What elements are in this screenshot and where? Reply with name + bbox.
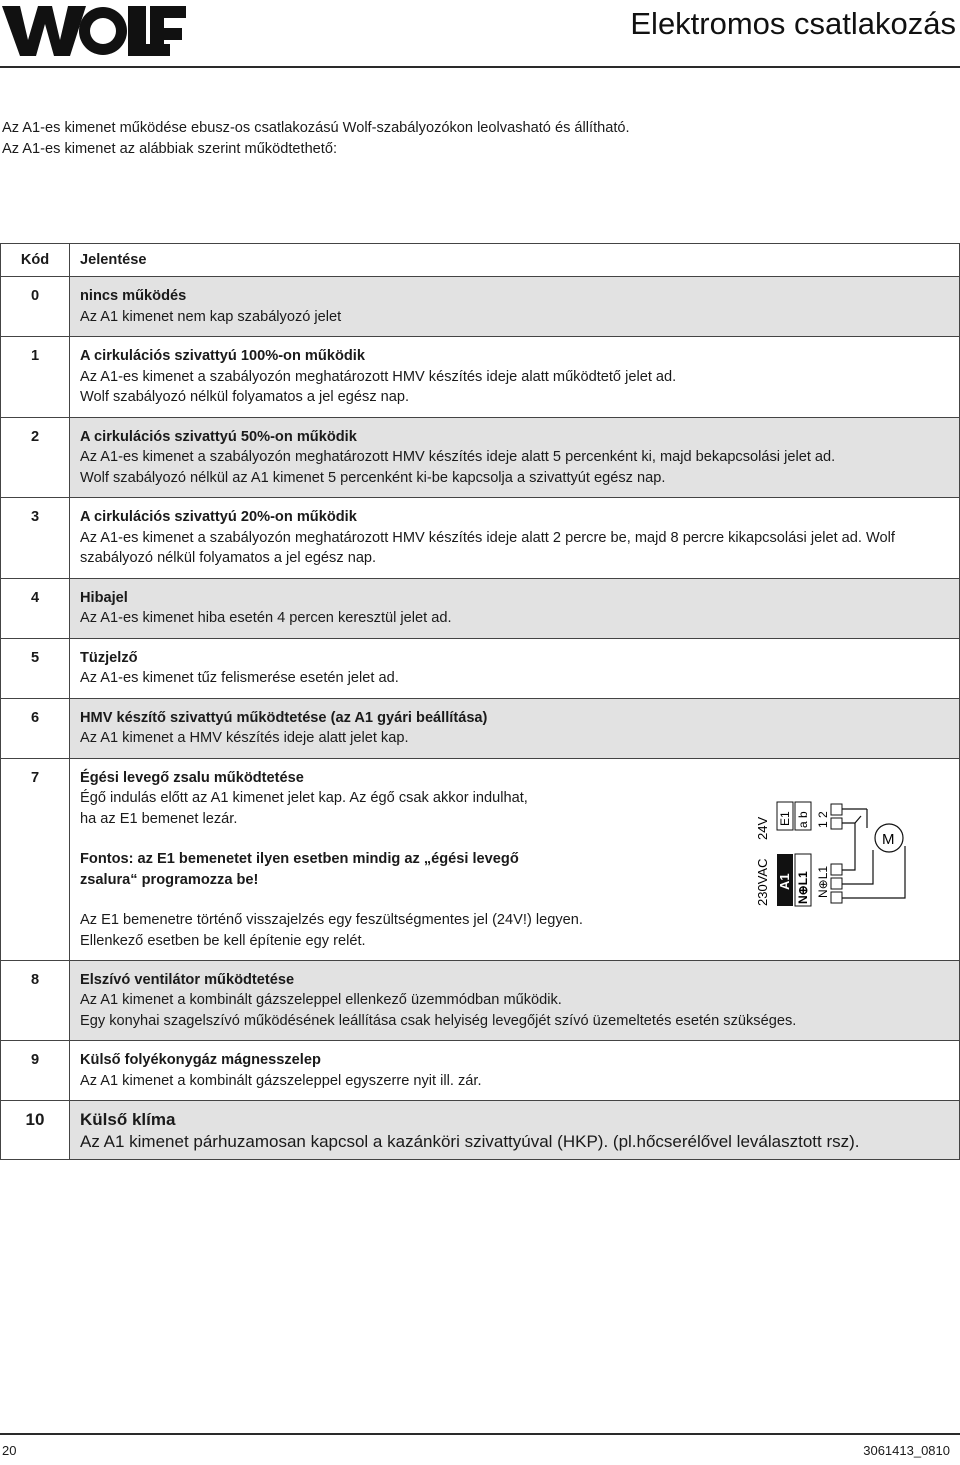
row-desc	[70, 498, 960, 579]
row-title: A cirkulációs szivattyú 100%-on működik	[80, 348, 365, 364]
table-row	[1, 337, 960, 418]
row-title: Külső folyékonygáz mágnesszelep	[80, 1052, 321, 1068]
row-title: Külső klíma	[80, 1110, 176, 1129]
table-row	[1, 1041, 960, 1101]
row-title: Hibajel	[80, 589, 128, 606]
row-desc	[70, 277, 960, 337]
row-code: 4	[1, 578, 70, 638]
row-title: A cirkulációs szivattyú 50%-on működik	[80, 428, 357, 445]
row-desc	[70, 578, 960, 638]
row-code: 7	[1, 758, 70, 960]
row-code: 10	[1, 1101, 70, 1160]
row-line: Wolf szabályozó nélkül az A1 kimenet 5 percenként ki-be kapcsolja a szivattyút egész nap.	[80, 469, 666, 486]
label-n-l1-b: N⊕L1	[816, 865, 830, 898]
row-desc	[70, 960, 960, 1041]
warning-line: Fontos: az E1 bemenetet ilyen esetben mindig az „égési levegő	[80, 851, 519, 867]
row-desc	[70, 417, 960, 498]
page-number: 20	[2, 1443, 17, 1458]
table-row	[1, 498, 960, 579]
row-code: 9	[1, 1041, 70, 1101]
row-line: Az A1-es kimenet a szabályozón meghatározott HMV készítés ideje alatt 5 percenként ki, majd bekapcsolási jelet ad.	[80, 449, 836, 465]
table-row	[1, 578, 960, 638]
row-line: Az A1 kimenet nem kap szabályozó jelet	[80, 308, 342, 325]
note-line: Ellenkező esetben be kell építenie egy relét.	[80, 932, 366, 949]
label-24v: 24V	[755, 816, 770, 840]
row-desc	[70, 758, 960, 960]
row-line: Az A1-es kimenet a szabályozón meghatározott HMV készítés ideje alatt 2 percre be, majd 8 percre kikapcsolási jelet ad. Wolf szabályozó nélkül folyamatos a jel egész nap.	[80, 529, 895, 566]
label-ab: a b	[796, 810, 810, 828]
row-desc	[70, 337, 960, 418]
row-line: ha az E1 bemenet lezár.	[80, 810, 238, 827]
note-line: Az E1 bemenetre történő visszajelzés egy feszültségmentes jel (24V!) legyen.	[80, 912, 583, 928]
row-line: Az A1-es kimenet a szabályozón meghatározott HMV készítés ideje alatt működtető jelet ad.	[80, 368, 677, 385]
header-code: Kód	[1, 244, 70, 277]
row-code: 8	[1, 960, 70, 1041]
warning-text	[80, 849, 640, 890]
note-text	[80, 910, 640, 951]
table-row	[1, 698, 960, 758]
header-divider	[0, 66, 960, 68]
table-row	[1, 960, 960, 1041]
document-number: 3061413_0810	[863, 1443, 950, 1458]
row-code: 6	[1, 698, 70, 758]
row-line: Az A1 kimenet a HMV készítés ideje alatt jelet kap.	[80, 730, 409, 746]
page-title: Elektromos csatlakozás	[630, 6, 956, 41]
footer-divider	[0, 1433, 960, 1435]
wolf-logo	[0, 0, 188, 62]
row-code: 2	[1, 417, 70, 498]
row-code: 3	[1, 498, 70, 579]
row-code: 0	[1, 277, 70, 337]
code-table	[0, 243, 960, 1160]
intro-line: Az A1-es kimenet működése ebusz-os csatlakozású Wolf-szabályozókon leolvasható és állítható.	[2, 120, 630, 136]
row-code: 1	[1, 337, 70, 418]
row-title: A cirkulációs szivattyú 20%-on működik	[80, 509, 357, 525]
table-row	[1, 277, 960, 337]
label-230vac: 230VAC	[755, 858, 770, 906]
header-meaning: Jelentése	[70, 244, 960, 277]
label-a1: A1	[777, 872, 792, 890]
row-line: Egy konyhai szagelszívó működésének leállítása csak helyiség levegőjét szívó üzemeltetés esetén szükséges.	[80, 1012, 797, 1029]
row-desc	[70, 1041, 960, 1101]
row-title: HMV készítő szivattyú működtetése (az A1 gyári beállítása)	[80, 709, 488, 726]
row-desc	[70, 638, 960, 698]
table-row	[1, 1101, 960, 1160]
motor-symbol: M	[882, 830, 895, 848]
label-e1: E1	[778, 810, 792, 826]
row-line: Az A1 kimenet párhuzamosan kapcsol a kazánköri szivattyúval (HKP). (pl.hőcserélővel leválasztott rsz).	[80, 1132, 860, 1151]
intro-text	[2, 118, 630, 160]
intro-line: Az A1-es kimenet az alábbiak szerint működtethető:	[2, 141, 338, 157]
row-title: Elszívó ventilátor működtetése	[80, 971, 295, 988]
row-desc	[70, 698, 960, 758]
row-line: Wolf szabályozó nélkül folyamatos a jel egész nap.	[80, 389, 410, 405]
row-title: Tüzjelző	[80, 649, 138, 666]
row-line: Az A1-es kimenet tűz felismerése esetén jelet ad.	[80, 670, 399, 686]
row-desc	[70, 1101, 960, 1160]
row-title: nincs működés	[80, 288, 187, 304]
table-row	[1, 638, 960, 698]
row-line: Égő indulás előtt az A1 kimenet jelet kap. Az égő csak akkor indulhat,	[80, 790, 528, 806]
table-row	[1, 758, 960, 960]
row-title: Égési levegő zsalu működtetése	[80, 769, 304, 786]
row-line: Az A1 kimenet a kombinált gázszeleppel ellenkező üzemmódban működik.	[80, 992, 562, 1008]
table-row	[1, 417, 960, 498]
row-line: Az A1-es kimenet hiba esetén 4 percen keresztül jelet ad.	[80, 610, 452, 626]
table-header-row	[1, 244, 960, 277]
row-line: Az A1 kimenet a kombinált gázszeleppel egyszerre nyit ill. zár.	[80, 1072, 482, 1089]
warning-line: zsalura“ programozza be!	[80, 871, 259, 888]
label-1-2: 1 2	[816, 810, 830, 828]
wiring-diagram	[755, 798, 915, 908]
row-code: 5	[1, 638, 70, 698]
label-n-l1-a: N⊕L1	[796, 870, 810, 904]
